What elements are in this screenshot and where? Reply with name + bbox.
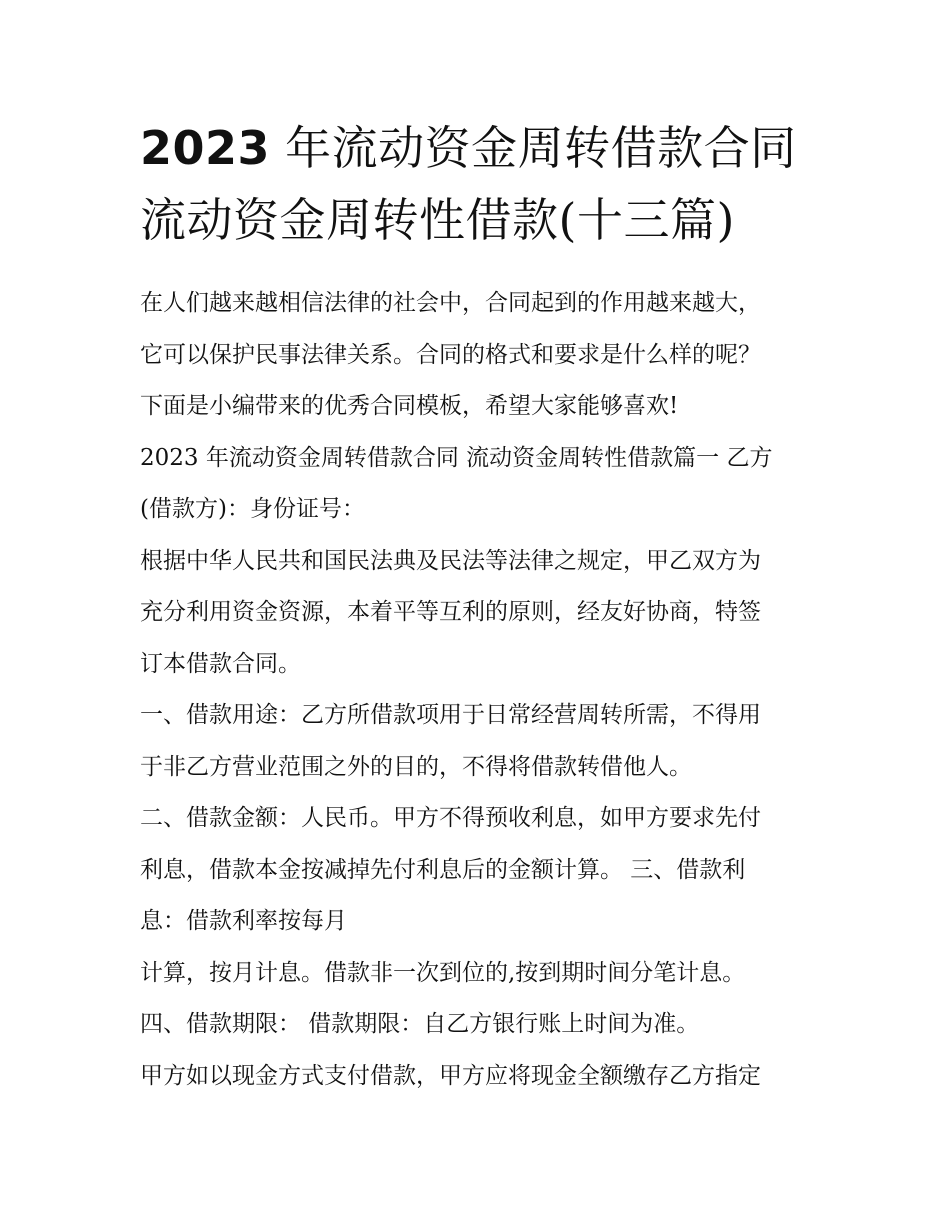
document-page: [140, 112, 820, 1102]
body-line: 在人们越来越相信法律的社会中，合同起到的作用越来越大，: [140, 290, 761, 316]
body-line: 二、借款金额：人民币。甲方不得预收利息，如甲方要求先付: [140, 805, 761, 831]
body-line: 于非乙方营业范围之外的目的，不得将借款转借他人。: [140, 753, 692, 780]
body-line: 息：借款利率按每月: [140, 908, 347, 934]
body-line: 计算，按月计息。借款非一次到位的,按到期时间分笔计息。: [140, 959, 746, 986]
title-line-1-text: 年流动资金周转借款合同: [285, 121, 797, 175]
body-line: 甲方如以现金方式支付借款，甲方应将现金全额缴存乙方指定: [140, 1062, 761, 1089]
body-line: 它可以保护民事法律关系。合同的格式和要求是什么样的呢？: [140, 341, 761, 368]
body-line: (借款方)：身份证号：: [140, 496, 365, 522]
document-body: [140, 278, 820, 1102]
body-line: 利息，借款本金按减掉先付利息后的金额计算。 三、借款利: [140, 856, 746, 883]
body-line: 订本借款合同。: [140, 650, 301, 677]
title-line-1: [140, 112, 820, 184]
body-line: 2023 年流动资金周转借款合同 流动资金周转性借款篇一 乙方: [140, 444, 773, 471]
body-line: 一、借款用途：乙方所借款项用于日常经营周转所需，不得用: [140, 702, 761, 728]
body-line: 根据中华人民共和国民法典及民法等法律之规定，甲乙双方为: [140, 547, 761, 574]
title-year: 2023: [140, 121, 271, 175]
body-line: 四、借款期限： 借款期限：自乙方银行账上时间为准。: [140, 1011, 700, 1037]
body-line: 下面是小编带来的优秀合同模板，希望大家能够喜欢!: [140, 393, 679, 419]
title-line-2: 流动资金周转性借款(十三篇): [140, 193, 735, 247]
document-title: [140, 112, 820, 256]
body-line: 充分利用资金资源，本着平等互利的原则，经友好协商，特签: [140, 599, 761, 625]
